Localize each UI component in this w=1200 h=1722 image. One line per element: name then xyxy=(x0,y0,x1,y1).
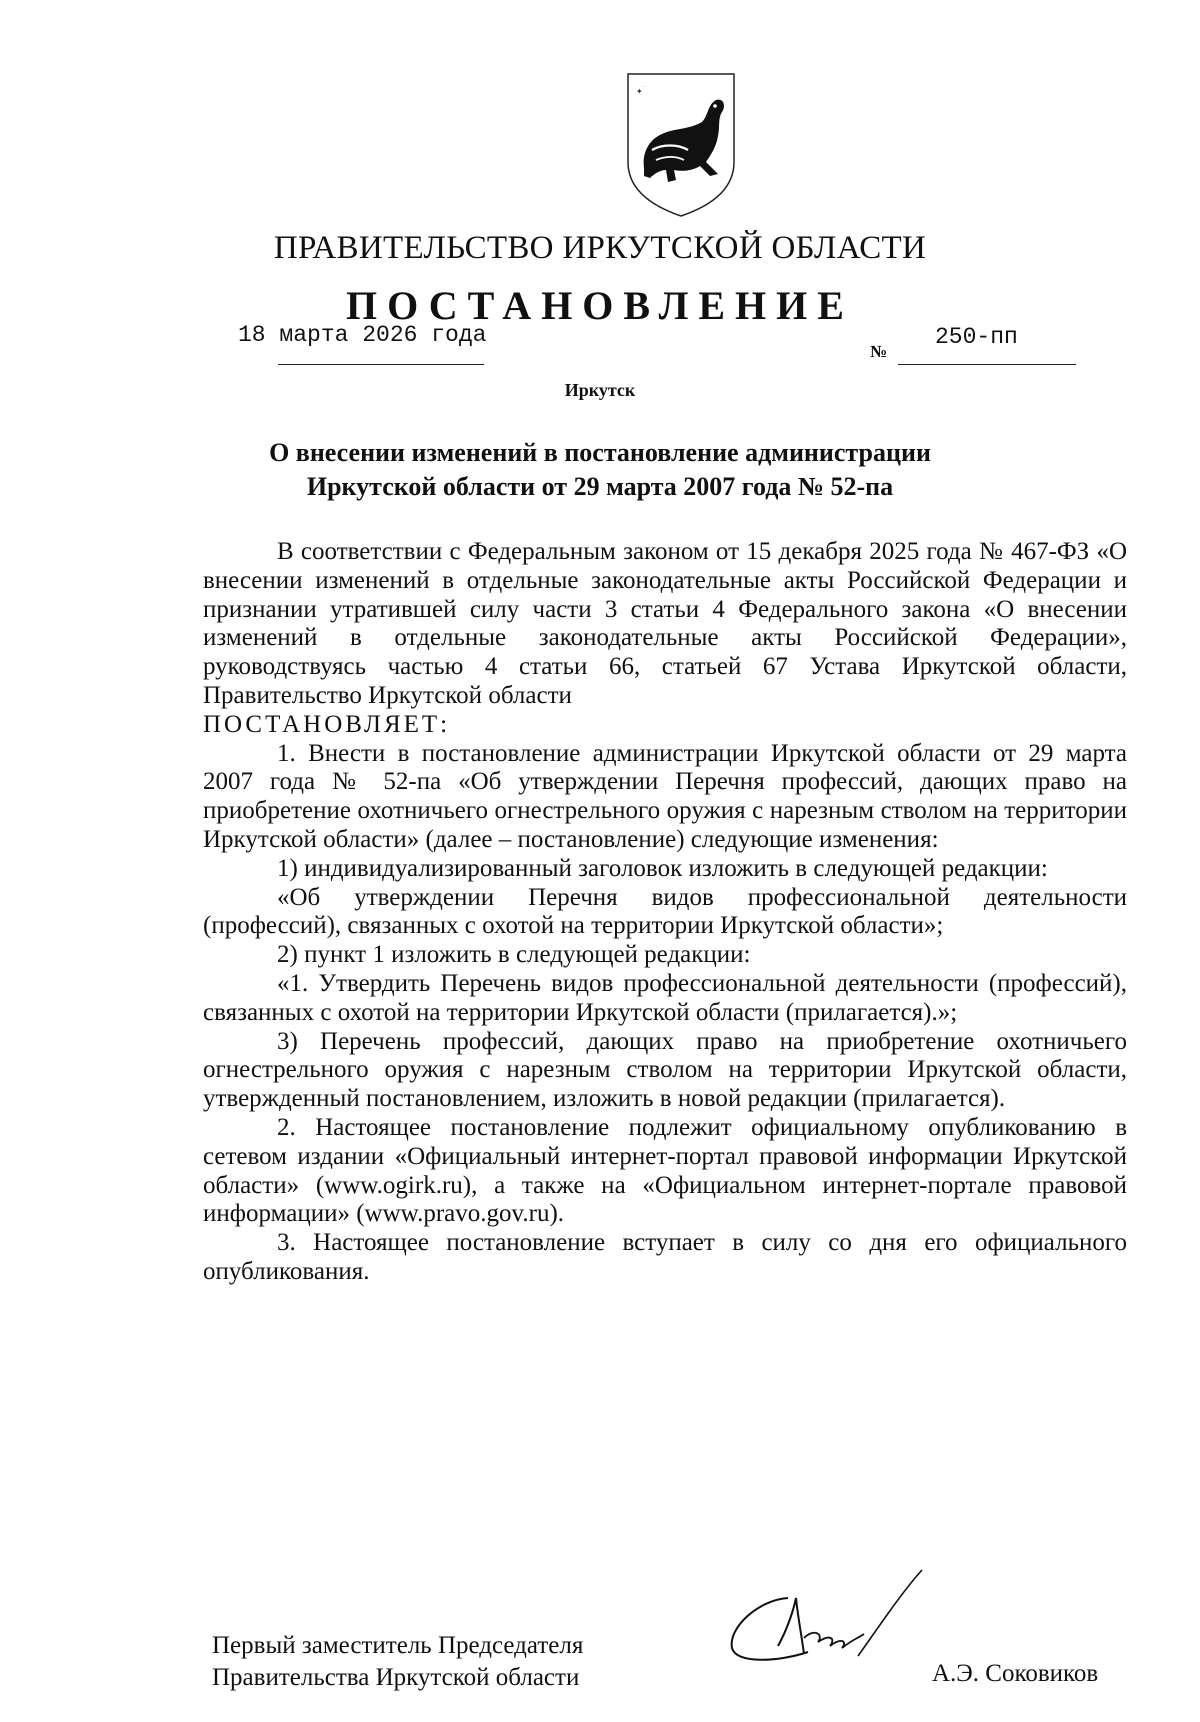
signatory-name: А.Э. Соковиков xyxy=(932,1660,1099,1687)
preamble-paragraph: В соответствии с Федеральным законом от 15 декабря 2025 года № 467-ФЗ «О внесении изменений в отдельные законодательные акты Российской Федерации и признании утратившей силу части 3 статьи 4 Федерального закона «О внесении изменений в отдельные законодательные акты Российской Федерации», руководствуясь частью 4 статьи 66, статьей 67 Устава Иркутской области, Правительство Иркутской области xyxy=(203,538,1127,709)
number-sign: № xyxy=(870,342,888,361)
document-date: 18 марта 2026 года xyxy=(238,322,487,348)
document-body xyxy=(203,538,1127,1287)
subparagraph-1-1: 1) индивидуализированный заголовок изложить в следующей редакции: xyxy=(277,854,1048,882)
paragraph-2: 2. Настоящее постановление подлежит официальному опубликованию в сетевом издании «Официальный интернет-портал правовой информации Иркутской области» (www.ogirk.ru), а также на «Официальном интернет-портале правовой информации» (www.pravo.gov.ru). xyxy=(203,1113,1127,1228)
subparagraph-1-2-text: «1. Утвердить Перечень видов профессиональной деятельности (профессий), связанных с охотой на территории Иркутской области (прилагается).»; xyxy=(203,969,1127,1026)
paragraph-1: 1. Внести в постановление администрации Иркутской области от 29 марта 2007 года № 52-па «Об утверждении Перечня профессий, дающих право на приобретение охотничьего огнестрельного оружия с нарезным стволом на территории Иркутской области» (далее – постановление) следующие изменения: xyxy=(203,739,1127,853)
heading-line-2: Иркутской области от 29 марта 2007 года № 52-па xyxy=(306,472,894,501)
document-type-title: ПОСТАНОВЛЕНИЕ xyxy=(346,283,854,328)
subparagraph-1-1-text: «Об утверждении Перечня видов профессиональной деятельности (профессий), связанных с охотой на территории Иркутской области»; xyxy=(203,883,1127,940)
decree-word: ПОСТАНОВЛЯЕТ: xyxy=(203,710,451,738)
paragraph-3: 3. Настоящее постановление вступает в силу со дня его официального опубликования. xyxy=(203,1229,1127,1285)
svg-text:·: · xyxy=(644,84,646,90)
document-heading xyxy=(200,436,1000,504)
subparagraph-1-2: 2) пункт 1 изложить в следующей редакции: xyxy=(277,941,751,969)
number-underline xyxy=(898,364,1076,365)
subparagraph-1-3: 3) Перечень профессий, дающих право на приобретение охотничьего огнестрельного оружия с нарезным стволом на территории Иркутской области, утвержденный постановлением, изложить в новой редакции (прилагается). xyxy=(203,1027,1127,1113)
svg-text:✦: ✦ xyxy=(636,87,643,96)
signatory-role xyxy=(212,1630,583,1694)
signatory-role-line-1: Первый заместитель Председателя xyxy=(212,1632,584,1659)
signatory-role-line-2: Правительства Иркутской области xyxy=(212,1664,580,1691)
handwritten-signature-icon xyxy=(718,1568,948,1668)
document-number: 250-пп xyxy=(935,324,1018,350)
irkutsk-coat-of-arms-icon xyxy=(622,70,740,220)
government-title: ПРАВИТЕЛЬСТВО ИРКУТСКОЙ ОБЛАСТИ xyxy=(273,230,927,266)
date-underline xyxy=(278,364,484,365)
heading-line-1: О внесении изменений в постановление администрации xyxy=(269,438,931,467)
document-city: Иркутск xyxy=(564,380,636,400)
